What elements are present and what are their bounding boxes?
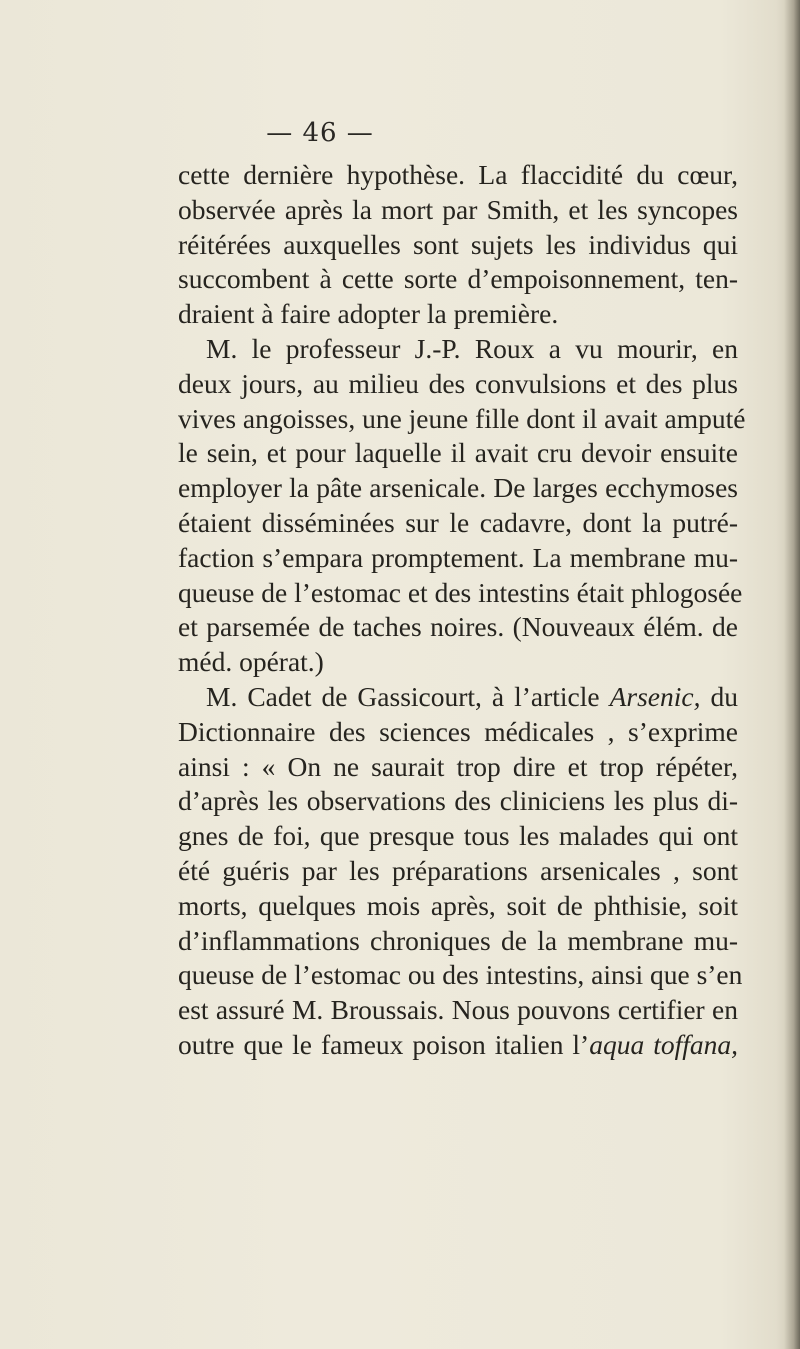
- text-line: succombent à cette sorte d’empoisonnement, ten-: [178, 263, 738, 295]
- text-line: cette dernière hypothèse. La flaccidité du cœur,: [178, 159, 738, 190]
- text-line: queuse de l’estomac ou des intestins, ainsi que s’en: [178, 959, 743, 991]
- text-line: gnes de foi, que presque tous les malades qui ont: [178, 820, 738, 852]
- text-line: faction s’empara promptement. La membrane mu-: [178, 541, 738, 573]
- text-line: queuse de l’estomac et des intestins était phlogosée: [178, 576, 743, 608]
- text-line: vives angoisses, une jeune fille dont il avait amputé: [178, 402, 746, 434]
- text-line: d’après les observations des cliniciens les plus di-: [178, 785, 738, 817]
- text-line: étaient disséminées sur le cadavre, dont la putré-: [178, 506, 738, 538]
- text-line: d’inflammations chroniques de la membrane mu-: [178, 924, 738, 956]
- text-line: [178, 1028, 738, 1063]
- text-line: méd. opérat.): [178, 646, 324, 678]
- italic-term: aqua toffana,: [589, 1028, 738, 1060]
- text-run: M. Cadet de Gassicourt, à l’article: [206, 680, 610, 712]
- italic-term: Arsenic,: [609, 680, 701, 712]
- text-line: et parsemée de taches noires. (Nouveaux élém. de: [178, 611, 738, 643]
- text-line: M. le professeur J.-P. Roux a vu mourir, en: [206, 332, 738, 364]
- text-line: est assuré M. Broussais. Nous pouvons certifier en: [178, 994, 738, 1026]
- text-line: observée après la mort par Smith, et les syncopes: [178, 193, 738, 225]
- text-run: du: [700, 680, 738, 712]
- text-line: draient à faire adopter la première.: [178, 298, 559, 330]
- text-line: morts, quelques mois après, soit de phthisie, soit: [178, 889, 738, 921]
- body-text: [178, 158, 746, 1063]
- text-line: Dictionnaire des sciences médicales , s’exprime: [178, 715, 738, 747]
- text-line: été guéris par les préparations arsenicales , sont: [178, 854, 738, 886]
- page-number: — 46 —: [266, 118, 374, 148]
- text-line: réitérées auxquelles sont sujets les individus qui: [178, 228, 738, 260]
- text-line: ainsi : « On ne saurait trop dire et trop répéter,: [178, 750, 738, 782]
- text-line: le sein, et pour laquelle il avait cru devoir ensuite: [178, 437, 738, 469]
- text-run: outre que le fameux poison italien l’: [178, 1028, 590, 1060]
- text-line: [178, 680, 738, 715]
- text-line: deux jours, au milieu des convulsions et des plus: [178, 367, 738, 399]
- page-edge-shadow: [784, 0, 800, 1349]
- text-line: employer la pâte arsenicale. De larges ecchymoses: [178, 472, 738, 504]
